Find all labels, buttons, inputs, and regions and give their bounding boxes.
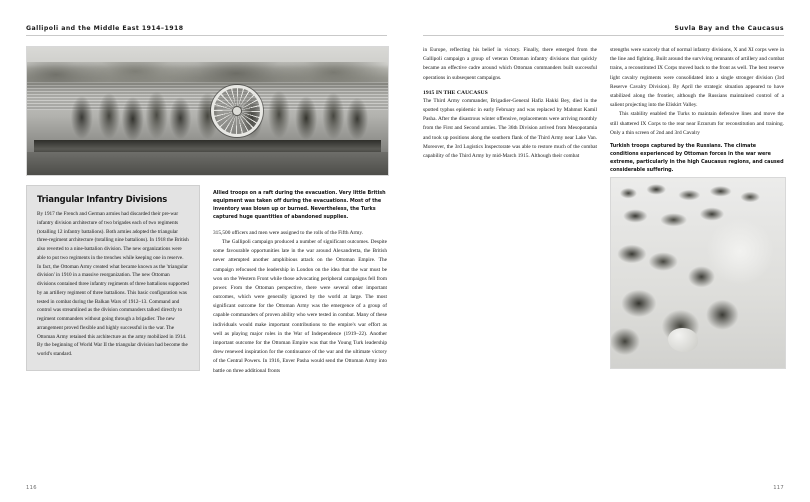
left-running-head <box>26 18 387 36</box>
raft-photo-caption: Allied troops on a raft during the evacuation. Very little British equipment was taken off during the evacuations. Most of the inventory was blown up or burned. Nevertheless, the Turks captured huge quantities of abandoned supplies. <box>213 190 386 220</box>
allied-troops-raft-photo <box>26 46 389 176</box>
right-col1-lead-paragraph: in Europe, reflecting his belief in victory. Finally, there emerged from the Gallipoli campaign a group of veteran Ottoman infantry divisions that quickly became an effective cadre around which Ottoman commanders built successful operations in subsequent campaigns. <box>423 47 597 81</box>
right-page-column-one <box>423 46 597 369</box>
left-page-folio: 116 <box>26 485 37 491</box>
right-col2-paragraph-1: strengths were scarcely that of normal infantry divisions, X and XI corps were in the line and fighting. Built around the surviving remnants of artillery and combat trains, a reconstituted IX Corps moved back to the front as well. The best reserve light cavalry regiments were consolidated into a single stronger division (3rd Reserve Cavalry Division). By April the strategic situation appeared to have stabilized along the frontier, although the Russians maintained control of a salient projecting into the Eliskirt Valley. <box>610 47 784 109</box>
right-page-columns <box>423 46 784 369</box>
left-col2-paragraph-1: 315,500 officers and men were assigned to the rolls of the Fifth Army. <box>213 229 364 236</box>
triangular-infantry-divisions-box <box>26 185 200 371</box>
turkish-prisoners-snow-photo <box>610 177 786 369</box>
sidebox-title: Triangular Infantry Divisions <box>37 194 168 204</box>
right-col2-paragraph-2: This stability enabled the Turks to maintain defensive lines and move the still shattered IX Corps to the rear near Erzurum for reconstitution and training. Only a thin screen of 2nd and 3rd Cavalry <box>610 111 784 136</box>
caption-body-spacer <box>213 222 387 229</box>
left-running-head-text: Gallipoli and the Middle East 1914–1918 <box>26 25 184 32</box>
right-col1-paragraph-1: The Third Army commander, Brigadier-General Hafiz Hakki Bey, died in the spotted typhus epidemic in early February and was replaced by Mahmut Kamil Pasha. After the disastrous winter offensive, replacements were arriving monthly from the First and Second armies. The 36th Division arrived from Mesopotamia and took up positions along the southern flank of the Third Army near Lake Van. Moreover, the 3rd Logistics Inspectorate was able to restore much of the combat capability of the Third Army by mid-March 1915. Although their combat <box>423 97 597 159</box>
left-col2-paragraph-2: The Gallipoli campaign produced a number of significant outcomes. Despite some favourable opportunities late in the war around Alexandretta, the British never attempted another amphibious attack on the Ottoman Empire. The campaign refocused the leadership in London on the idea that the war must be won on the Western Front while those advocating peripheral campaigns fell from power. From the Ottoman perspective, there were several other important outcomes, which were generally ignored by the world at large. The most significant outcome for the Ottoman Army was the emergence of a group of capable commanders of proven ability who were tested in combat. Many of these individuals would make important contributions to the empire's war effort as well as playing major roles in the War of Independence (1919–22). Another important outcome for the Ottoman Empire was that the Young Turk leadership drew renewed inspiration for the continuance of the war and the ultimate victory of the Central Powers. In 1916, Enver Pasha would send the Ottoman Army into battle on three additional fronts <box>213 238 387 374</box>
left-page-columns <box>26 185 387 376</box>
right-page-column-two <box>610 46 784 369</box>
right-running-head-text: Suvla Bay and the Caucasus <box>674 25 784 32</box>
allied-troops-raft-figure <box>26 46 387 176</box>
right-page <box>405 0 810 502</box>
photo-foreground-layer <box>27 152 388 175</box>
right-running-head <box>423 18 784 36</box>
turkish-prisoners-figure <box>610 177 784 369</box>
left-page-column-one <box>26 185 200 376</box>
turkish-prisoners-photo-caption: Turkish troops captured by the Russians. The climate conditions experienced by Ottoman forces in the war were extreme, particularly in the high Caucasus regions, and caused considerable suffering. <box>610 142 784 173</box>
right-page-folio: 117 <box>773 485 784 491</box>
right-col1-spacer <box>423 83 597 90</box>
prisoner-bundle-shape <box>668 328 698 352</box>
section-heading-1915-in-the-caucasus: 1915 IN THE CAUCASUS <box>423 89 488 96</box>
left-page-column-two <box>213 185 387 376</box>
sidebox-paragraph: By 1917 the French and German armies had discarded their pre-war infantry division architecture of two brigades each of two regiments (totalling 12 infantry battalions). Both armies adopted the triangular three-regiment architecture (totalling nine battalions). In 1918 the British also reverted to a nine-battalion division. The new organizations were able to put two regiments in the trenches while keeping one in reserve. In fact, the Ottoman Army created what became known as the 'triangular division' in 1910 in a massive reorganization. The new Ottoman divisions contained three infantry regiments of three battalions supported by an artillery regiment of three battalions. This basic configuration was tested in combat during the Balkan Wars of 1912–13. Command and control was streamlined as the division commanders talked directly to regiment commanders without going through a brigadier. The new arrangement proved flexible and highly successful in the war. The Ottoman Army retained this architecture as the army mobilized in 1914. By the beginning of World War II the triangular division had become the world's standard. <box>37 211 189 357</box>
